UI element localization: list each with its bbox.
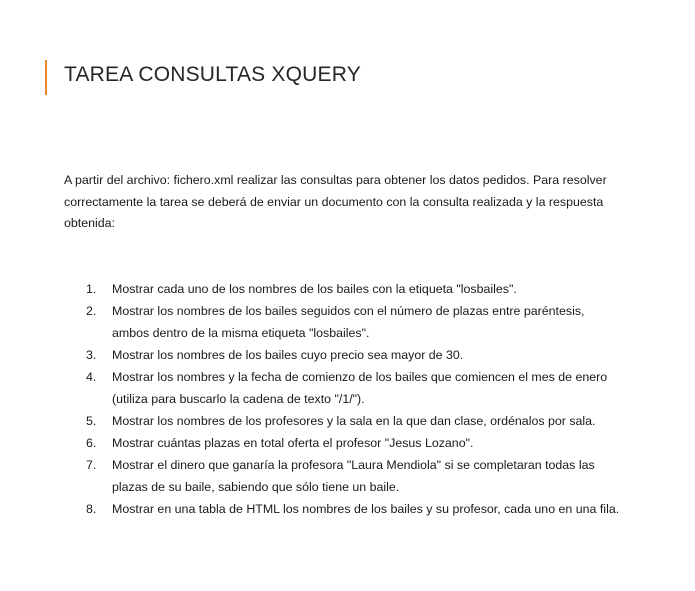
title-accent-bar	[45, 60, 47, 95]
task-item	[64, 300, 624, 344]
intro-paragraph: A partir del archivo: fichero.xml realizar las consultas para obtener los datos pedidos. Para resolver correctamente la tarea se deberá de enviar un documento con la consulta realizada y la respuesta obtenida:	[64, 173, 607, 230]
task-item	[64, 366, 624, 410]
task-number: 2.	[86, 304, 97, 318]
task-number: 6.	[86, 436, 97, 450]
task-item	[64, 344, 624, 366]
task-text: Mostrar cuántas plazas en total oferta el profesor "Jesus Lozano".	[112, 436, 474, 450]
task-text: Mostrar en una tabla de HTML los nombres de los bailes y su profesor, cada uno en una fila.	[112, 502, 620, 516]
task-item	[64, 278, 624, 300]
task-item	[64, 454, 624, 498]
task-text: Mostrar los nombres de los profesores y la sala en la que dan clase, ordénalos por sala.	[112, 414, 596, 428]
task-number: 1.	[86, 282, 97, 296]
task-number: 8.	[86, 502, 97, 516]
task-text: Mostrar los nombres de los bailes cuyo precio sea mayor de 30.	[112, 348, 464, 362]
task-item	[64, 432, 624, 454]
task-number: 3.	[86, 348, 97, 362]
task-text: Mostrar los nombres de los bailes seguidos con el número de plazas entre paréntesis, ambos dentro de la misma etiqueta "losbailes".	[112, 304, 585, 340]
page-title: TAREA CONSULTAS XQUERY	[64, 63, 361, 86]
task-text: Mostrar cada uno de los nombres de los bailes con la etiqueta "losbailes".	[112, 282, 517, 296]
task-text: Mostrar el dinero que ganaría la profesora "Laura Mendiola" si se completaran todas las plazas de su baile, sabiendo que sólo tiene un baile.	[112, 458, 595, 494]
task-list	[64, 278, 624, 520]
task-number: 7.	[86, 458, 97, 472]
task-text: Mostrar los nombres y la fecha de comienzo de los bailes que comiencen el mes de enero (utiliza para buscarlo la cadena de texto "/1/").	[112, 370, 608, 406]
task-item	[64, 498, 624, 520]
task-number: 4.	[86, 370, 97, 384]
task-number: 5.	[86, 414, 97, 428]
task-item	[64, 410, 624, 432]
